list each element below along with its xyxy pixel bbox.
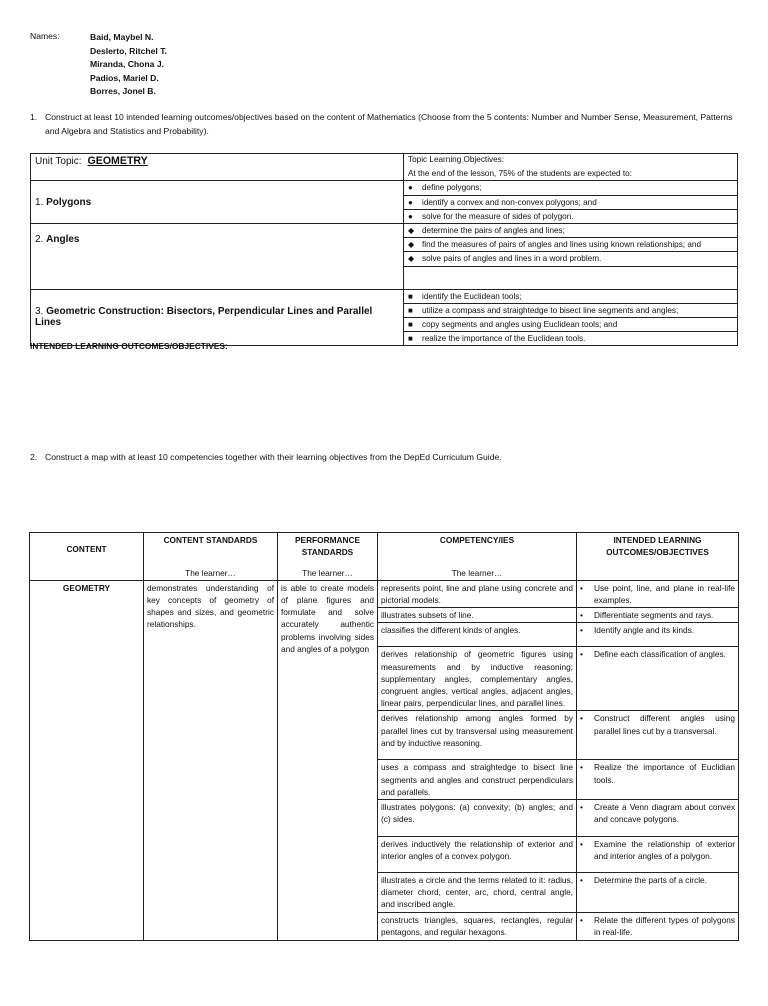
objective-2-spacer xyxy=(404,266,738,289)
square-bullet-icon: ■ xyxy=(408,319,413,329)
topic-1-name: Polygons xyxy=(46,196,92,208)
competency-9: illustrates a circle and the terms related to it: radius, diameter chord, center, arc, chord, central angle, and inscribed angle. xyxy=(378,872,577,912)
objective-2-1: ◆ determine the pairs of angles and lines; xyxy=(404,223,738,237)
name-1: Baid, Maybel N. xyxy=(90,32,154,42)
header-competencies: COMPETENCY/IES xyxy=(378,533,577,566)
competency-2: illustrates subsets of line. xyxy=(378,608,577,623)
competency-1: represents point, line and plane using concrete and pictorial models. xyxy=(378,580,577,607)
unit-topic-cell xyxy=(31,154,404,181)
question-2-text: Construct a map with at least 10 competencies together with their learning objectives from the DepEd Curriculum Guide. xyxy=(45,452,502,462)
competency-map-table xyxy=(29,532,739,941)
bullet-icon: • xyxy=(580,914,583,925)
header-ilo: INTENDED LEARNING OUTCOMES/OBJECTIVES xyxy=(577,533,739,566)
ilo-9: • Determine the parts of a circle. xyxy=(577,872,739,912)
competency-7: illustrates polygons: (a) convexity; (b) angles; and (c) sides. xyxy=(378,799,577,836)
topic-polygons xyxy=(31,181,404,224)
header-content-standards: CONTENT STANDARDS xyxy=(144,533,278,566)
unit-topic-label: Unit Topic: xyxy=(35,156,82,167)
competency-4: derives relationship of geometric figures using measurements and by inductive reasoning; supplementary angles, complementary angles, congruent angles, vertical angles, adjacent angles, linear pairs, perpendicular lines, and parallel lines. xyxy=(378,647,577,711)
bullet-icon: • xyxy=(580,874,583,885)
competency-5: derives relationship among angles formed by parallel lines cut by transversal using measurement and by inductive reasoning. xyxy=(378,711,577,760)
competency-10: constructs triangles, squares, rectangles, regular pentagons, and regular hexagons. xyxy=(378,912,577,940)
competency-8: derives inductively the relationship of exterior and interior angles of a convex polygon. xyxy=(378,836,577,872)
unit-topic-value: GEOMETRY xyxy=(87,155,148,167)
objective-1-1: ● define polygons; xyxy=(404,181,738,195)
objective-2-2: ◆ find the measures of pairs of angles and lines using known relationships; and xyxy=(404,238,738,252)
question-1 xyxy=(30,111,742,138)
bullet-icon: • xyxy=(580,582,583,593)
bullet-icon: • xyxy=(580,625,583,636)
objective-3-3: ■ copy segments and angles using Euclidean tools; and xyxy=(404,317,738,331)
topic-geometric-construction xyxy=(31,289,404,346)
diamond-bullet-icon: ◆ xyxy=(408,226,415,236)
objective-3-1: ■ identify the Euclidean tools; xyxy=(404,289,738,303)
header-content: CONTENT xyxy=(30,533,144,566)
bullet-icon: • xyxy=(580,713,583,724)
name-5: Borres, Jonel B. xyxy=(90,86,156,97)
topic-table xyxy=(30,153,738,346)
objective-1-3: ● solve for the measure of sides of polygon. xyxy=(404,209,738,223)
square-bullet-icon: ■ xyxy=(408,305,413,315)
bullet-icon: • xyxy=(580,610,583,621)
diamond-bullet-icon: ◆ xyxy=(408,240,415,250)
names-label: Names: xyxy=(30,31,60,41)
bullet-icon: • xyxy=(580,762,583,773)
objectives-header-1: Topic Learning Objectives: xyxy=(404,154,738,168)
learner-label-comp: The learner… xyxy=(378,566,577,581)
question-2-number: 2. xyxy=(30,452,38,462)
objective-1-2: ● identify a convex and non-convex polygons; and xyxy=(404,195,738,209)
topic-2-number: 2. xyxy=(35,233,44,245)
ilo-10: • Relate the different types of polygons in real-life. xyxy=(577,912,739,940)
content-geometry: GEOMETRY xyxy=(30,580,144,940)
objective-3-4: ■ realize the importance of the Euclidean tools. xyxy=(404,332,738,346)
question-1-text: Construct at least 10 intended learning outcomes/objectives based on the content of Mathematics (Choose from the 5 contents: Number and Number Sense, Measurement, Patterns and Algebra and Statistics and Probability). xyxy=(45,112,733,136)
topic-3-number: 3. xyxy=(35,306,44,318)
name-4: Padios, Mariel D. xyxy=(90,72,159,83)
content-standard-text: demonstrates understanding of key concepts of geometry of shapes and sizes, and geometric relationships. xyxy=(144,580,278,940)
topic-3-name: Geometric Construction: Bisectors, Perpendicular Lines and Parallel Lines xyxy=(35,306,373,329)
learner-label-cs: The learner… xyxy=(144,566,278,581)
ilo-6: • Realize the importance of Euclidian tools. xyxy=(577,760,739,800)
objective-3-2: ■ utilize a compass and straightedge to bisect line segments and angles; xyxy=(404,303,738,317)
question-2 xyxy=(30,451,742,465)
ilo-5: • Construct different angles using parallel lines cut by a transversal. xyxy=(577,711,739,760)
ilo-4: • Define each classification of angles. xyxy=(577,647,739,711)
circle-bullet-icon: ● xyxy=(408,211,413,221)
competency-3: classifies the different kinds of angles. xyxy=(378,623,577,647)
bullet-icon: • xyxy=(580,649,583,660)
topic-angles xyxy=(31,223,404,289)
objectives-header-2: At the end of the lesson, 75% of the students are expected to: xyxy=(404,167,738,181)
objective-2-3: ◆ solve pairs of angles and lines in a word problem. xyxy=(404,252,738,266)
bullet-icon: • xyxy=(580,801,583,812)
topic-2-name: Angles xyxy=(46,233,80,245)
ilo-3: • Identify angle and its kinds. xyxy=(577,623,739,647)
ilo-2: • Differentiate segments and rays. xyxy=(577,608,739,623)
name-2: Deslerto, Ritchel T. xyxy=(90,45,167,56)
competency-6: uses a compass and straightedge to bisect line segments and angles and construct perpendiculars and parallels. xyxy=(378,760,577,800)
ilo-1: • Use point, line, and plane in real-life examples. xyxy=(577,580,739,607)
names-list xyxy=(90,31,167,99)
learner-label-ps: The learner… xyxy=(278,566,378,581)
header-content-blank xyxy=(30,566,144,581)
circle-bullet-icon: ● xyxy=(408,183,413,193)
header-performance-standards: PERFORMANCE STANDARDS xyxy=(278,533,378,566)
square-bullet-icon: ■ xyxy=(408,334,413,344)
topic-1-number: 1. xyxy=(35,196,44,208)
performance-standard-text: is able to create models of plane figures and formulate and solve accurately authentic problems involving sides and angles of a polygon xyxy=(278,580,378,940)
ilo-label: INTENDED LEARNING OUTCOMES/OBJECTIVES: xyxy=(30,341,228,351)
name-3: Miranda, Chona J. xyxy=(90,59,165,70)
question-1-number: 1. xyxy=(30,112,38,122)
square-bullet-icon: ■ xyxy=(408,291,413,301)
diamond-bullet-icon: ◆ xyxy=(408,254,415,264)
ilo-7: • Create a Venn diagram about convex and concave polygons. xyxy=(577,799,739,836)
circle-bullet-icon: ● xyxy=(408,197,413,207)
header-ilo-blank xyxy=(577,566,739,581)
ilo-8: • Examine the relationship of exterior and interior angles of a polygon. xyxy=(577,836,739,872)
bullet-icon: • xyxy=(580,838,583,849)
